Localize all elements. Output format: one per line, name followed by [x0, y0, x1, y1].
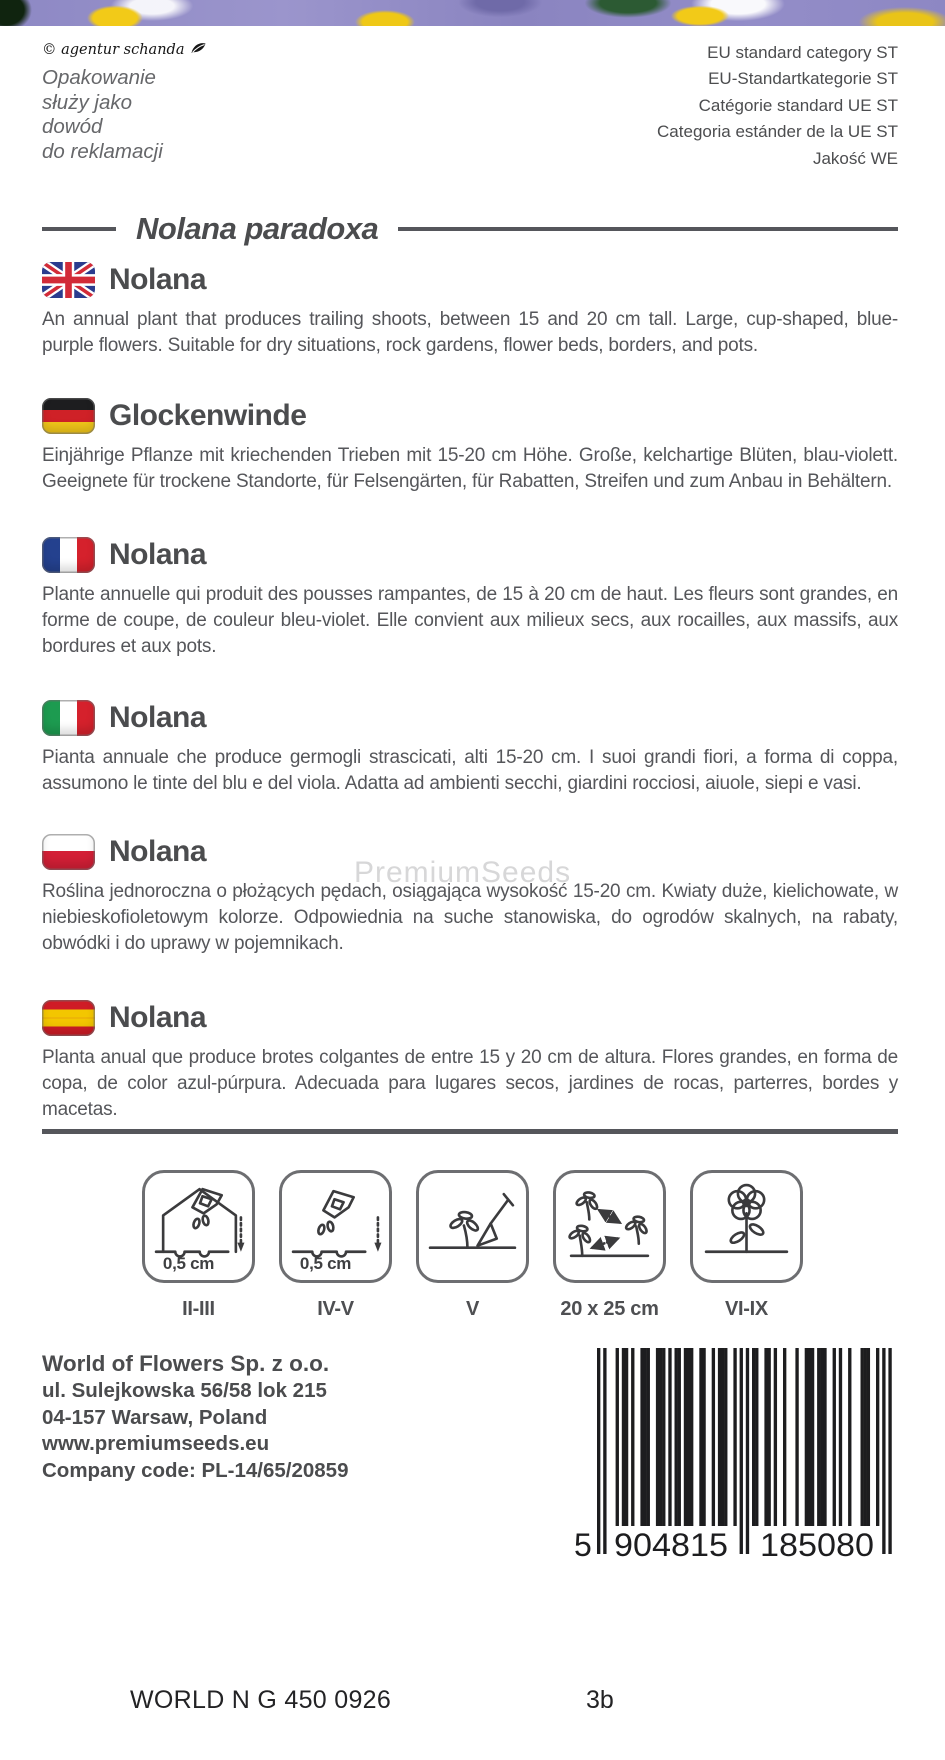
uk-flag	[42, 262, 95, 298]
sowing-pictograms	[142, 1170, 803, 1283]
watermark: PremiumSeeds	[354, 856, 572, 889]
photo-credit-text: © agentur schanda	[42, 41, 185, 58]
eu-category-line: Catégorie standard UE ST	[698, 95, 898, 115]
barcode-svg	[562, 1348, 902, 1560]
icon-label-flowering: VI-IX	[725, 1298, 768, 1320]
sow-outdoors-icon	[279, 1170, 392, 1283]
icon-label-sow-outdoors: IV-V	[317, 1298, 354, 1320]
icon-label-sow-indoors: II-III	[182, 1298, 215, 1320]
packaging-claim-line: służy jako	[42, 90, 133, 114]
website-text: www.premiumseeds.eu	[42, 1432, 270, 1455]
plant-out-icon	[416, 1170, 529, 1283]
footer-production-code: WORLD N G 450 0926	[130, 1686, 392, 1714]
address-street: ul. Sulejkowska 56/58 lok 215	[42, 1379, 327, 1402]
section-heading-de: Glockenwinde	[109, 399, 307, 432]
germany-flag	[42, 398, 95, 434]
svg-text:5: 5	[574, 1527, 592, 1560]
footer-batch-code: 3b	[586, 1686, 614, 1714]
divider-rule	[42, 1129, 898, 1134]
section-text-en: An annual plant that produces trailing shoots, between 15 and 20 cm tall. Large, cup-shaped, blue-purple flowers. Suitable for dry situations, rock gardens, flower beds, borders, and pots.	[42, 309, 898, 356]
poland-flag	[42, 834, 95, 870]
section-text-de: Einjährige Pflanze mit kriechenden Trieben mit 15-20 cm Höhe. Große, kelchartige Blüten, blau-violett. Geeignete für trockene Standorte, für Felsengärten, für Rabatten, Streifen und zum Anbau in Behältern.	[42, 445, 898, 492]
section-fr	[42, 537, 898, 660]
svg-text:904815: 904815	[614, 1527, 728, 1560]
title-rule-right	[398, 227, 898, 231]
section-text-fr: Plante annuelle qui produit des pousses rampantes, de 15 à 20 cm de haut. Les fleurs sont grandes, en forme de coupe, de couleur bleu-violet. Elle convient aux milieux secs, aux rocailles, aux massifs, aux bordures et aux pots.	[42, 584, 898, 657]
france-flag	[42, 537, 95, 573]
section-text-es: Planta anual que produce brotes colgantes de entre 15 y 20 cm de altura. Flores grandes, en forma de copa, de color azul-púrpura. Adecuada para lugares secos, jardines de rocas, parterres, bordes y macetas.	[42, 1047, 898, 1120]
section-heading-es: Nolana	[109, 1001, 207, 1034]
section-heading-en: Nolana	[109, 263, 207, 296]
company-name: World of Flowers Sp. z o.o.	[42, 1351, 330, 1376]
eu-category-line: EU-Standartkategorie ST	[708, 69, 898, 89]
address-city: 04-157 Warsaw, Poland	[42, 1405, 268, 1429]
eu-category-line: Jakość WE	[812, 148, 898, 168]
eu-category-line: EU standard category ST	[707, 43, 898, 62]
ean-barcode	[562, 1348, 902, 1560]
section-text-pl: Roślina jednoroczna o płożących pędach, osiągająca wysokość 15-20 cm. Kwiaty duże, kielichowate, w niebieskofioletowym kolorze. Odpowiednia na suche stanowiska, do ogrodów skalnych, na rabaty, obwódki i do uprawy w pojemnikach.	[42, 881, 898, 954]
section-es	[42, 1000, 898, 1123]
company-code: Company code: PL-14/65/20859	[42, 1458, 349, 1482]
spain-flag	[42, 1000, 95, 1036]
title-rule-left	[42, 227, 116, 231]
sowing-depth-label: 0,5 cm	[162, 1254, 215, 1273]
section-heading-fr: Nolana	[109, 538, 207, 571]
section-it	[42, 700, 898, 797]
spacing-icon	[553, 1170, 666, 1283]
flower-photo-strip	[0, 0, 945, 26]
italy-flag	[42, 700, 95, 736]
svg-text:185080: 185080	[760, 1527, 874, 1560]
page-title: Nolana paradoxa	[136, 211, 379, 246]
section-de	[42, 398, 898, 495]
photo-credit	[42, 40, 207, 59]
sowing-depth-label: 0,5 cm	[299, 1254, 352, 1273]
packaging-claim-line: do reklamacji	[42, 139, 163, 163]
packaging-claim-note	[42, 66, 163, 164]
icon-label-plant-out: V	[465, 1298, 480, 1320]
section-pl	[42, 834, 898, 957]
flowering-icon	[690, 1170, 803, 1283]
section-heading-it: Nolana	[109, 701, 207, 734]
section-text-it: Pianta annuale che produce germogli strascicati, alti 15-20 cm. I suoi grandi fiori, a forma di coppa, assumono le tinte del blu e del viola. Adatta ad ambienti secchi, giardini rocciosi, aiuole, siepi e vasi.	[42, 747, 898, 794]
packaging-claim-line: dowód	[42, 115, 103, 138]
leaf-logo-icon	[190, 40, 207, 59]
packaging-claim-line: Opakowanie	[42, 66, 156, 89]
pictogram-labels	[142, 1298, 803, 1321]
company-address	[42, 1350, 349, 1484]
section-heading-pl: Nolana	[109, 835, 207, 868]
title-row	[42, 211, 898, 247]
sow-indoors-icon	[142, 1170, 255, 1283]
eu-category-note	[657, 40, 898, 172]
section-en	[42, 262, 898, 359]
icon-label-spacing: 20 x 25 cm	[560, 1298, 659, 1320]
eu-category-line: Categoria estánder de la UE ST	[657, 122, 898, 142]
